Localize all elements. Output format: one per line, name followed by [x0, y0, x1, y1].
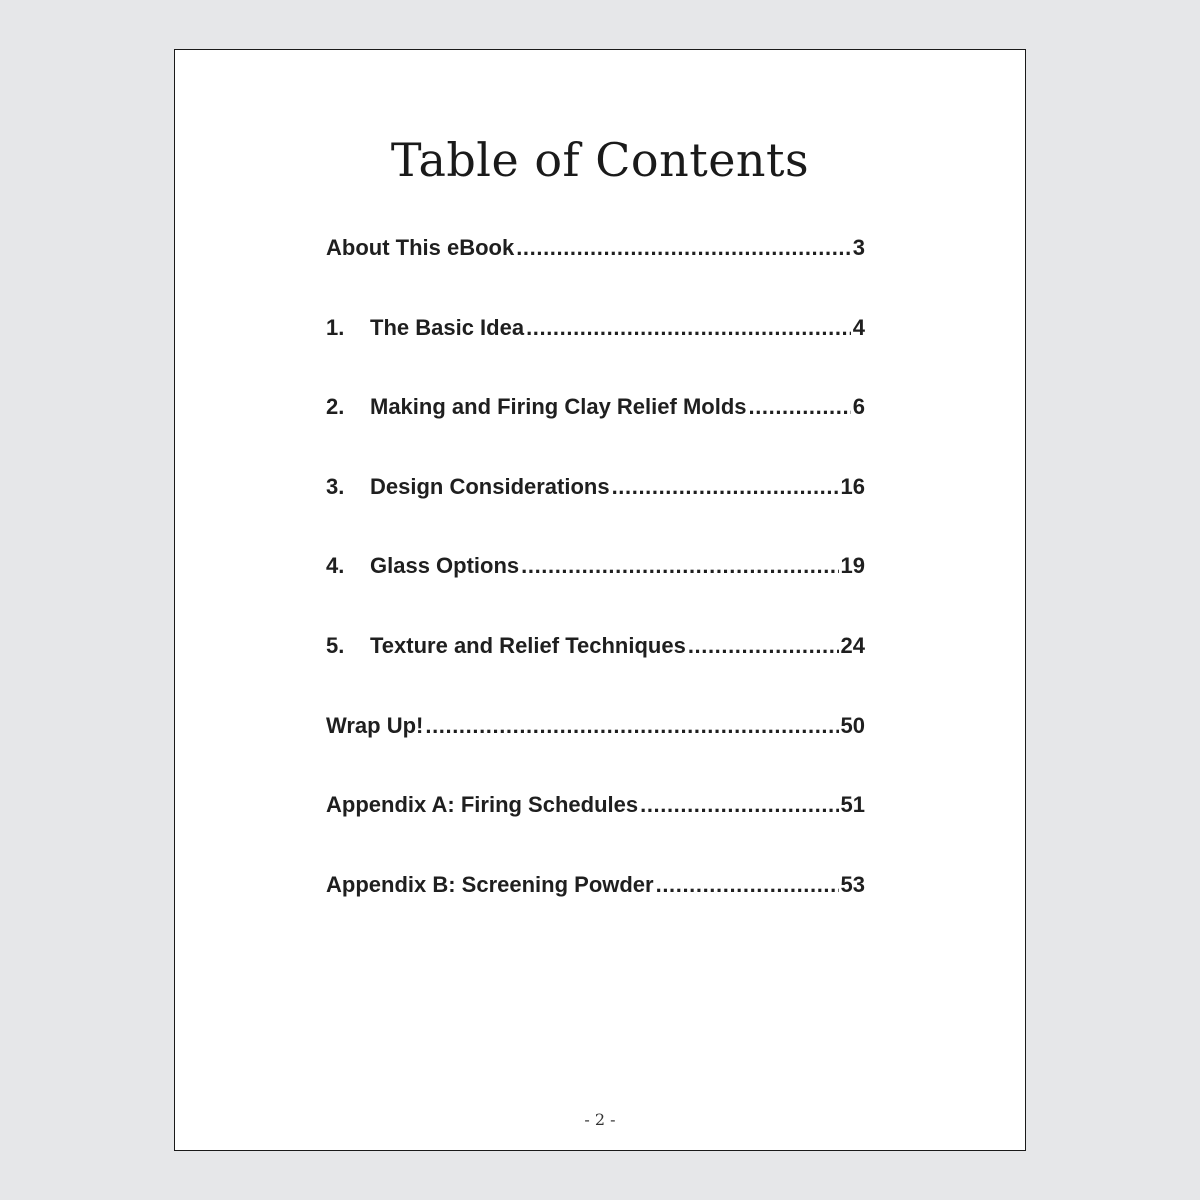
toc-entry-number: 5. [326, 632, 345, 658]
toc-entry-number: 4. [326, 553, 345, 579]
toc-entry[interactable] [326, 633, 865, 713]
toc-dot-leader [526, 315, 851, 341]
page-number-footer: - 2 - [584, 1110, 616, 1129]
toc-entry-label: Texture and Relief Techniques [370, 632, 686, 658]
toc-entry-page: 50 [840, 712, 865, 738]
toc-entry[interactable] [326, 315, 865, 395]
toc-entry-label: About This eBook [326, 235, 515, 260]
toc-dot-leader [612, 474, 839, 500]
toc-dot-leader [516, 235, 851, 261]
toc-dot-leader [656, 872, 839, 898]
toc-entry[interactable] [326, 713, 865, 793]
toc-entry-page: 3 [852, 235, 865, 260]
toc-entry-number: 1. [326, 314, 345, 340]
toc-entry-label: Appendix A: Firing Schedules [326, 792, 639, 818]
toc-entry-label: Design Considerations [370, 473, 610, 499]
toc-entry-label: Wrap Up! [326, 712, 424, 738]
toc-dot-leader [521, 553, 838, 579]
toc-entry[interactable] [326, 394, 865, 474]
document-page [174, 49, 1026, 1151]
toc-entry-page: 4 [852, 314, 865, 340]
toc-dot-leader [425, 713, 838, 739]
toc-entry-label: Glass Options [370, 553, 520, 579]
toc-entry-number: 2. [326, 394, 345, 420]
table-of-contents [326, 235, 865, 951]
toc-dot-leader [640, 792, 838, 818]
toc-entry-page: 24 [840, 632, 865, 658]
toc-entry-page: 51 [840, 792, 865, 818]
toc-entry[interactable] [326, 553, 865, 633]
toc-entry-page: 6 [852, 394, 865, 420]
toc-entry[interactable] [326, 474, 865, 554]
toc-entry-page: 16 [840, 473, 865, 499]
toc-entry-page: 53 [840, 871, 865, 897]
toc-entry-page: 19 [840, 553, 865, 579]
toc-dot-leader [688, 633, 839, 659]
toc-entry-label: Appendix B: Screening Powder [326, 871, 654, 897]
toc-entry[interactable] [326, 235, 865, 315]
page-title: Table of Contents [390, 133, 810, 187]
toc-entry-label: The Basic Idea [370, 314, 525, 340]
toc-entry[interactable] [326, 872, 865, 952]
toc-entry[interactable] [326, 792, 865, 872]
toc-entry-number: 3. [326, 473, 345, 499]
toc-dot-leader [749, 394, 851, 420]
toc-entry-label: Making and Firing Clay Relief Molds [370, 394, 747, 420]
